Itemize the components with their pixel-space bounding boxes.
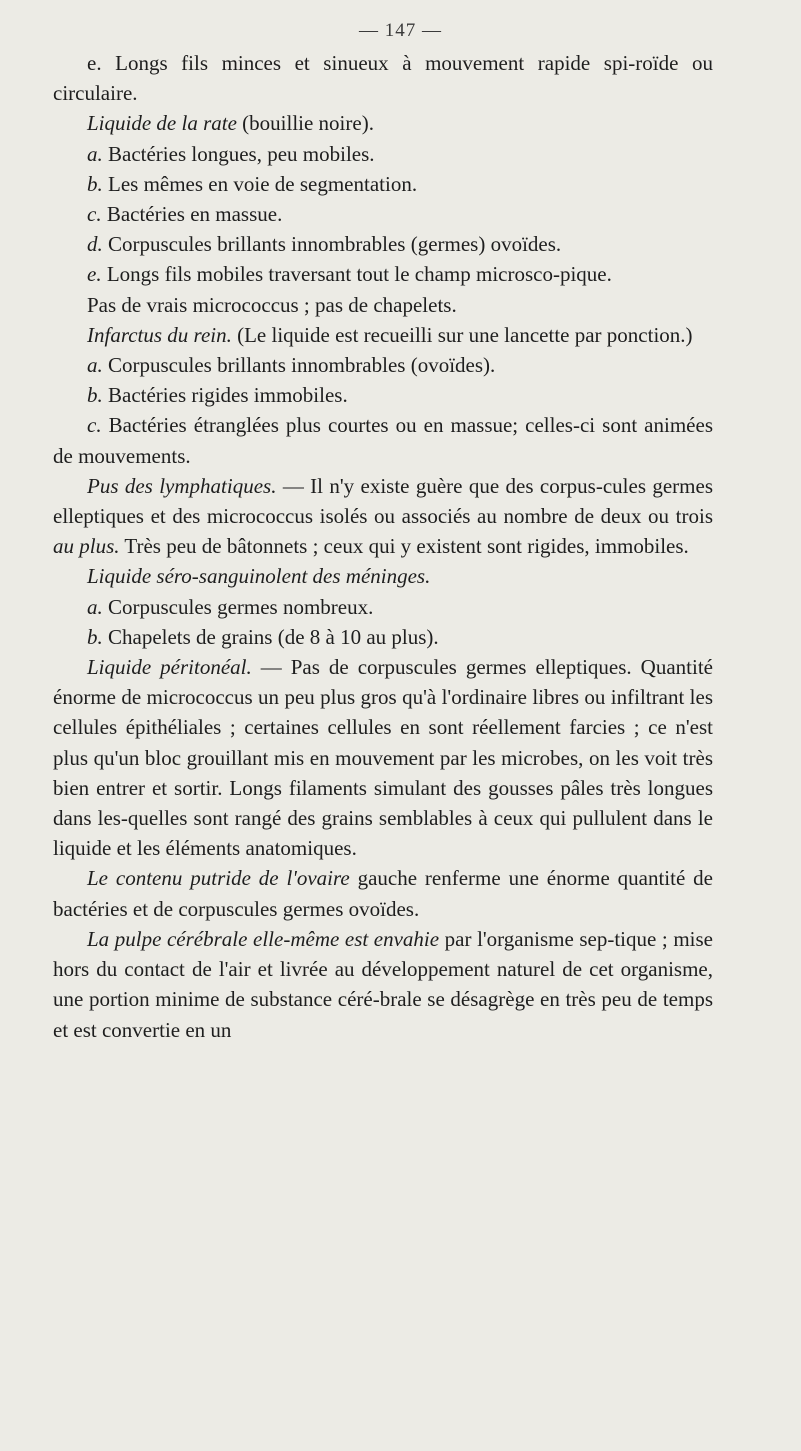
section-heading-rate — [53, 108, 713, 138]
list-item — [53, 199, 713, 229]
text-run: Très peu de bâtonnets ; ceux qui y existent sont rigides, immobiles. — [119, 534, 689, 559]
italic-run: La pulpe cérébrale elle-même est envahie — [87, 926, 440, 951]
list-item — [53, 169, 713, 199]
italic-run: e. — [87, 262, 102, 287]
page-number: — 147 — — [359, 20, 442, 41]
italic-run: c. — [87, 413, 102, 438]
italic-run: Liquide de la rate — [87, 111, 237, 136]
italic-run: Infarctus du rein. — [87, 322, 232, 347]
text-run: e. Longs fils minces et sinueux à mouvement rapide spi-roïde ou circulaire. — [53, 51, 713, 106]
paragraph — [53, 48, 713, 108]
italic-run: a. — [87, 141, 103, 166]
section-heading-meninges — [53, 561, 713, 591]
italic-run: d. — [87, 232, 103, 257]
list-item — [53, 229, 713, 259]
list-item — [53, 380, 713, 410]
italic-run: Liquide péritonéal. — [87, 655, 252, 680]
list-item — [53, 622, 713, 652]
italic-run: a. — [87, 353, 103, 378]
text-run: Bactéries rigides immobiles. — [102, 383, 348, 408]
text-run: Les mêmes en voie de segmentation. — [102, 171, 418, 196]
list-item — [53, 592, 713, 622]
text-run: Bactéries étranglées plus courtes ou en massue; celles-ci sont animées de mouvements. — [53, 413, 713, 468]
italic-run: c. — [87, 202, 102, 227]
text-run: Corpuscules germes nombreux. — [102, 594, 374, 619]
text-run: — Pas de corpuscules germes elleptiques. Quantité énorme de micrococcus un peu plus gros qu'à l'ordinaire libres ou infiltrant les cellules épithéliales ; certaines cellules en sont réellement farcies ; ce n'est plus qu'un bloc grouillant mis en mouvement par les microbes, on les voit très bien entrer et sortir. Longs filaments simulant des gousses pâles très longues dans les-quelles sont rangé des grains semblables à ceux qui pullulent dans le liquide et les éléments anatomiques. — [53, 655, 713, 861]
text-run: — Il n'y existe guère que des corpus-cules germes elleptiques et des micrococcus isolés ou associés au nombre de deux ou trois — [53, 473, 713, 529]
paragraph-peritoneal — [53, 652, 713, 863]
italic-run: b. — [87, 171, 103, 196]
paragraph-pulpe — [53, 924, 713, 1045]
text-run: (Le liquide est recueilli sur une lancette par ponction.) — [231, 322, 693, 347]
paragraph-lymphatiques — [53, 471, 713, 562]
paragraph-ovaire — [53, 863, 713, 923]
page-body — [53, 48, 713, 1045]
italic-run: au plus. — [53, 534, 120, 559]
list-item — [53, 350, 713, 380]
text-run: (bouillie noire). — [236, 111, 374, 136]
text-run: Chapelets de grains (de 8 à 10 au plus). — [102, 624, 439, 649]
section-heading-rein — [53, 320, 713, 350]
text-run: Longs fils mobiles traversant tout le champ microsco-pique. — [101, 262, 612, 287]
text-run: Pas de vrais micrococcus ; pas de chapelets. — [87, 292, 457, 317]
text-run: Bactéries en massue. — [101, 202, 283, 227]
italic-run: a. — [87, 594, 103, 619]
list-item — [53, 410, 713, 470]
paragraph — [53, 290, 713, 320]
list-item — [53, 259, 713, 289]
list-item — [53, 139, 713, 169]
italic-run: b. — [87, 383, 103, 408]
italic-run: Liquide séro-sanguinolent des méninges. — [87, 564, 431, 589]
text-run: par l'organisme sep-tique ; mise hors du contact de l'air et livrée au développement naturel de cet organisme, une portion minime de substance céré-brale se désagrège en très peu de temps et est convertie en un — [53, 926, 713, 1042]
text-run: gauche renferme une énorme quantité de bactéries et de corpuscules germes ovoïdes. — [53, 866, 714, 921]
text-run: Corpuscules brillants innombrables (germes) ovoïdes. — [102, 232, 562, 257]
text-run: Bactéries longues, peu mobiles. — [102, 141, 375, 166]
italic-run: b. — [87, 624, 103, 649]
text-run: Corpuscules brillants innombrables (ovoïdes). — [102, 353, 496, 378]
italic-run: Pus des lymphatiques. — [87, 473, 277, 498]
italic-run: Le contenu putride de l'ovaire — [87, 866, 350, 891]
